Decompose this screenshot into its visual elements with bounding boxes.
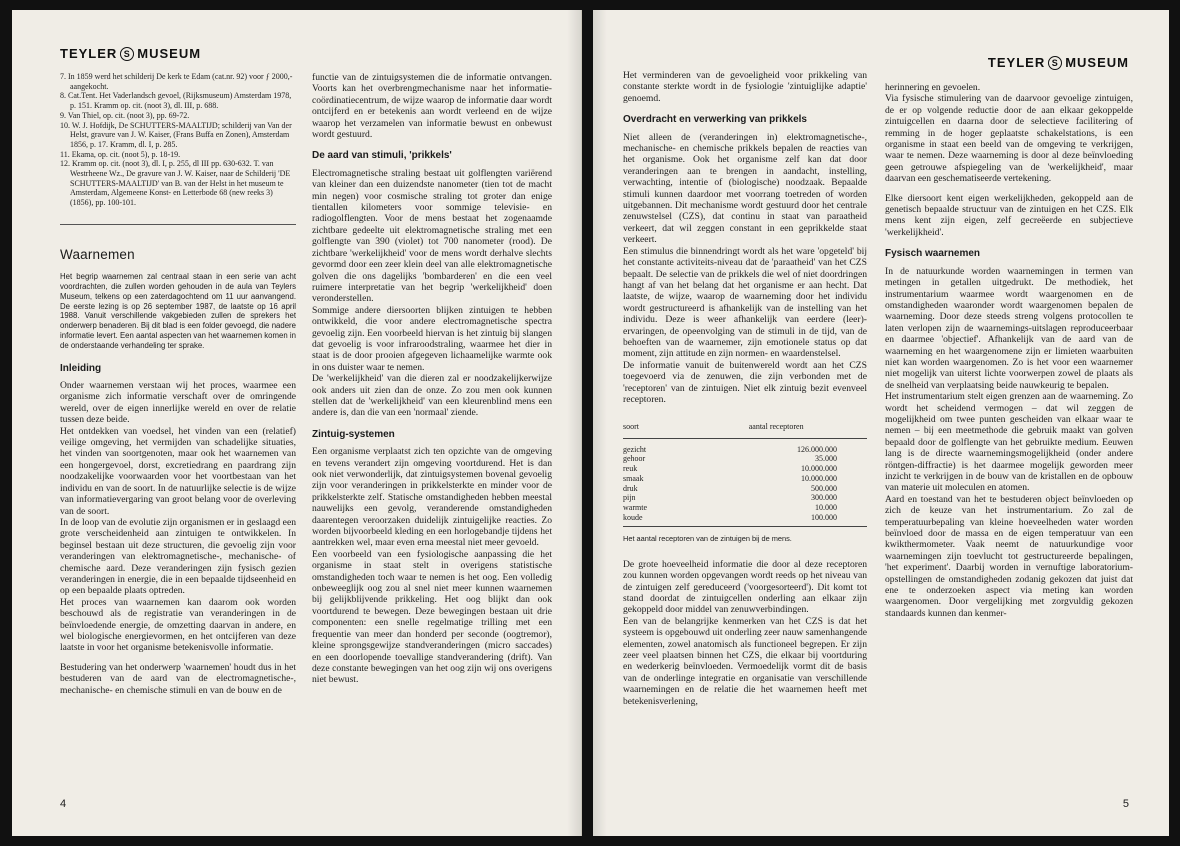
paragraph: De informatie vanuit de buitenwereld wordt aan het CZS toegevoerd via de zenuwen, die zijn verbonden met de 'receptoren' van de zintuigen. Niet elk zintuig bezit evenveel receptoren. bbox=[623, 359, 867, 405]
table-cell-count: 35.000 bbox=[815, 454, 837, 464]
table-cell-sense: gezicht bbox=[623, 444, 647, 454]
table-row bbox=[623, 503, 867, 513]
brand-right: MUSEUM bbox=[137, 46, 202, 61]
table-caption: Het aantal receptoren van de zintuigen bij de mens. bbox=[623, 534, 792, 544]
paragraph: In de loop van de evolutie zijn organismen er in geslaagd een grote verscheidenheid aan zintuigen te ontwikkelen. In beginsel bestaan uit deze structuren, die gevoelig zijn voor veranderingen van elektromagnetische-, mechanische- of chemische aard. Deze veranderingen zijn fysisch gezien veranderingen in energie, die in een bepaalde tijdseenheid en op een bepaalde plaats optreden. bbox=[60, 516, 296, 597]
right-column-1 bbox=[623, 70, 867, 707]
paragraph: Een stimulus die binnendringt wordt als het ware 'opgeteld' bij het constante activiteits-niveau dat de 'paraatheid' van het CZS bepaalt. De selectie van de prikkels die wel of niet doordringen hangt af van het belang dat het organisme er aan hecht. Dat laatste, de wijze, waarop de waarneming door het individu wordt gestructureerd is afhankelijk van de instelling van het individu. Deze is weer afhankelijk van eerdere (leer)-ervaringen, de opeenvolging van de stimuli in de tijd, van de behoeften van de waarnemer, zijn emotionele status op dat moment, zijn attitude en zijn normen- en waardenstelsel. bbox=[623, 245, 867, 360]
museum-header bbox=[988, 55, 1129, 70]
paragraph: Het instrumentarium stelt eigen grenzen aan de waarneming. Zo wordt het scheidend vermogen – dat wil zeggen de mogelijkheid om twee punten gescheiden van elkaar waar te nemen – bij een meetmethode die gebruik maakt van golven bepaald door de golflengte van het gebruikte medium. Eeuwen lang is de directe waarnemingsmogelijkheid (onder andere röntgen-diffractie) is het daarmee mogelijk geworden meer inzicht te verkrijgen in de bouw van de kristallen en de opbouw van materie uit moleculen en atomen. bbox=[885, 391, 1133, 494]
table-cell-count: 500.000 bbox=[811, 483, 837, 493]
subheading-overdracht: Overdracht en verwerking van prikkels bbox=[623, 114, 807, 126]
divider bbox=[60, 224, 296, 225]
subheading-zintuig: Zintuig-systemen bbox=[312, 428, 395, 440]
table-cell-sense: reuk bbox=[623, 464, 638, 474]
table-row bbox=[623, 474, 867, 484]
table-row bbox=[623, 438, 867, 454]
brand-right: MUSEUM bbox=[1065, 55, 1129, 70]
table-cell-count: 10.000.000 bbox=[801, 464, 837, 474]
footnote: 10. W. J. Hofdijk, De SCHUTTERS-MAALTIJD; schilderij van Van der Helst, gravure van J. W. Kaiser, (Frans Buffa en Zonen), Amsterdam 1856, p. 17. Kramm, dl. I, p. 285. bbox=[60, 120, 292, 149]
paragraph: Via fysische stimulering van de daarvoor gevoelige zintuigen, de er op volgende reductie door de aan elkaar gekoppelde zintuigcellen en daarna door de selectieve facilitering of remming in de hoger geplaatste schakelstations, is een organisme in staat een beeld van de omgeving te verkrijgen, waar te nemen. Deze waarneming is door al deze beïnvloeding geen getrouwe afspiegeling van de 'werkelijkheid', maar daarvan een geschematiseerde vertekening. bbox=[885, 93, 1133, 185]
table-cell-sense: pijn bbox=[623, 493, 636, 503]
left-column-2 bbox=[312, 72, 552, 686]
table-row bbox=[623, 464, 867, 474]
page-number: 5 bbox=[1122, 798, 1129, 810]
footnote: 9. Van Thiel, op. cit. (noot 3), pp. 69-72. bbox=[60, 110, 190, 120]
table-header-count: aantal receptoren bbox=[685, 419, 867, 438]
subheading-fysisch: Fysisch waarnemen bbox=[885, 248, 981, 260]
table-cell-count: 300.000 bbox=[811, 493, 837, 503]
subheading-prikkels: De aard van stimuli, 'prikkels' bbox=[312, 150, 452, 162]
table-cell-sense: gehoor bbox=[623, 454, 646, 464]
paragraph: Electromagnetische straling bestaat uit golflengten variërend van kleiner dan een duizendste nanometer (tien tot de macht min negen) voor cosmische straling tot groter dan enige tientallen kilometers voor sommige televisie- en radiogolflengten. Voor de mens bestaat het zogenaamde zichtbare gedeelte uit elektromagnetische straling met een golflengte van 390 (violet) tot 700 nanometer (rood). De zichtbare 'werkelijkheid' voor de mens wordt derhalve slechts gevormd door een zeer klein deel van alle elektromagnetische golven die ons dagelijks 'bombarderen' en die een veel ruimere interpretatie van het begrip 'werkelijkheid' doen veronderstellen. bbox=[312, 167, 552, 305]
spacer bbox=[885, 185, 1133, 193]
right-page bbox=[593, 10, 1169, 836]
gutter-shadow bbox=[567, 10, 581, 836]
brand-left: TEYLER bbox=[60, 46, 118, 61]
footnote: 11. Ekama, op. cit. (noot 5), p. 18-19. bbox=[60, 149, 181, 159]
paragraph: Het verminderen van de gevoeligheid voor prikkeling van constante sterkte wordt in de fysiologie 'zintuiglijke adaptie' genoemd. bbox=[623, 70, 867, 104]
table-row bbox=[623, 454, 867, 464]
left-page bbox=[12, 10, 582, 836]
museum-logo-icon: S bbox=[1048, 56, 1062, 70]
table-cell-sense: druk bbox=[623, 483, 638, 493]
table-cell-count: 10.000.000 bbox=[801, 473, 837, 483]
table-cell-count: 100.000 bbox=[685, 513, 867, 527]
paragraph: functie van de zintuigsystemen die de informatie ontvangen. Voorts kan het overbrengmechanisme naar het informatie-coördinatiecentrum, de wijze waarop de informatie daar wordt ontcijferd en er betekenis aan wordt verleend en de wijze waarop het verzamelen van informatie bewust en onbewust wordt gestuurd. bbox=[312, 72, 552, 141]
museum-header bbox=[60, 46, 201, 61]
table-cell-count: 10.000 bbox=[815, 503, 837, 512]
table-header-sense: soort bbox=[623, 419, 685, 438]
brand-left: TEYLER bbox=[987, 55, 1046, 70]
paragraph: Het proces van waarnemen kan daarom ook worden beschouwd als de registratie van veranderingen in de beïnvloedende energie, de omzetting daarvan in andere, en wel biologische energievormen, en het ontcijferen van deze laatste in voor het organisme betekenisvolle informatie. bbox=[60, 596, 296, 654]
paragraph: Het ontdekken van voedsel, het vinden van een (relatief) veilige omgeving, het vermijden van schadelijke situaties, het vinden van soortgenoten, maar ook het waarnemen van een hongergevoel, dorst, excretiedrang en paardrang zijn noodzakelijke voorwaarden voor het voortbestaan van het individu en van de soort. In de natuurlijke selectie is de wijze van informatievergaring van groot belang voor de overleving van de soort. bbox=[60, 425, 296, 517]
receptor-table bbox=[623, 419, 867, 527]
paragraph: Een van de belangrijke kenmerken van het CZS is dat het systeem is opgebouwd uit onderling zeer nauw samenhangende elementen, zowel anatomisch als functioneel begrepen. Er zijn zeer veel plaatsen binnen het CZS, die elkaar bij voortduring en wederkerig beïnvloeden. Vermoedelijk vormt dit de basis van de onderlinge integratie en organisatie van verschillende waarnemingen en de relatie die het waarnemen heeft met betekenisverlening, bbox=[623, 615, 867, 707]
left-column-1 bbox=[60, 72, 296, 696]
paragraph: Bestudering van het onderwerp 'waarnemen' houdt dus in het bestuderen van de aard van de electromagnetische-, mechanische- en chemische stimuli en van de bouw en de bbox=[60, 661, 296, 696]
paragraph: Onder waarnemen verstaan wij het proces, waarmee een organisme zich informatie verschaft over de omringende wereld, over de eigen innerlijke wereld en over de relatie tussen deze beide. bbox=[60, 380, 296, 426]
spacer bbox=[60, 654, 296, 662]
footnotes bbox=[60, 72, 296, 208]
intro-paragraph: Het begrip waarnemen zal centraal staan in een serie van acht voordrachten, die zullen worden gehouden in de aula van Teylers Museum, telkens op een zaterdagochtend om 11 uur aanvangend. De eerste lezing is op 26 september 1987, de laatste op 16 april 1988. Vanuit verschillende vakgebieden zullen de sprekers het onderwerp benaderen. Bij dit blad is een folder gevoegd, die nadere informatie levert. Een aantal aspecten van het waarnemen komen in de onderstaande verhandeling ter sprake. bbox=[60, 272, 296, 350]
paragraph: Elke diersoort kent eigen werkelijkheden, gekoppeld aan de genetisch bepaalde structuur van de zintuigen en het CZS. Elk mens kent zijn eigen, zelf gecreëerde en subjectieve 'werkelijkheid'. bbox=[885, 192, 1133, 238]
paragraph: Sommige andere diersoorten blijken zintuigen te hebben ontwikkeld, die voor andere electromagnetische spectra gevoelig zijn. Een voorbeeld hiervan is het zintuig bij slangen dat gevoelig is voor infraroodstraling, waarmee het dier in staat is de door prooien afgegeven lichaamelijke warmte ook in ons duister waar te nemen. bbox=[312, 304, 552, 373]
footnote: 12. Kramm op. cit. (noot 3), dl. I, p. 255, dl III pp. 630-632. T. van Westrheene Wz., De gravure van J. W. Kaiser, naar de Schilderij 'DE SCHUTTERS-MAALTIJD' van B. van der Helst in het museum te Amsterdam, Algemeene Konst- en Letterbode 68 (new reeks 3) (1856), pp. 100-101. bbox=[60, 159, 291, 208]
paragraph: Een voorbeeld van een fysiologische aanpassing die het organisme in staat stelt in overigens statistische omstandigheden toch waar te nemen is het oog. Een volledig onbeweeglijk oog zou al snel niet meer kunnen waarnemen bij gelijkblijvende prikkeling. Het oog blijkt dan ook voortdurend te bewegen. Deze bewegingen bestaan uit drie componenten: een snelle regelmatige trilling met een frequentie van meer dan honderd per seconde (oogtremor), kleine sprongsgewijze standveranderingen (micro saccades) en een doorlopende toevallige standverandering (drift). Van deze constante bewegingen van het oog zijn wij ons overigens niet bewust. bbox=[312, 548, 552, 686]
subheading-inleiding: Inleiding bbox=[60, 362, 102, 374]
footnote: 7. In 1859 werd het schilderij De kerk te Edam (cat.nr. 92) voor ƒ 2000,- aangekocht. bbox=[60, 72, 293, 91]
gutter-shadow bbox=[593, 10, 607, 836]
table-row bbox=[623, 484, 867, 494]
paragraph: De grote hoeveelheid informatie die door al deze receptoren zou kunnen worden opgevangen wordt reeds op het niveau van de zintuigen zelf gereduceerd ('voorgesorteerd'). Dit komt tot stand doordat de zintuigcellen onderling aan elkaar zijn gekoppeld door middel van zenuwverbindingen. bbox=[623, 558, 867, 616]
table-row bbox=[623, 493, 867, 503]
table-cell-count: 126.000.000 bbox=[797, 444, 837, 454]
table-row bbox=[623, 513, 867, 527]
section-title: Waarnemen bbox=[60, 246, 135, 262]
table-cell-sense: smaak bbox=[623, 473, 644, 483]
page-number: 4 bbox=[60, 798, 67, 810]
footnote: 8. Cat.Tent. Het Vaderlandsch gevoel, (Rijksmuseum) Amsterdam 1978, p. 151. Kramm op. cit. (noot 3), dl. III, p. 688. bbox=[60, 91, 292, 111]
table-cell-sense: koude bbox=[623, 513, 685, 527]
museum-logo-icon: S bbox=[120, 47, 134, 61]
paragraph: In de natuurkunde worden waarnemingen in termen van metingen in getallen uitgedrukt. De methodiek, het instrumentarium waarmee wordt waargenomen en de omstandigheden waaronder wordt waargenomen bepalen de waarneming. Door deze steeds streng volgens protocollen te laten verlopen zijn de waarnemings-uitslagen reproduceerbaar en daarmee 'objectief'. Afhankelijk van de aard van de waarneming en het waargenomene zijn er limieten waarbuiten niet kan worden waargenomen. Zo is het voor een waarnemer niet mogelijk van uiterst lichte voorwerpen zowel de plaats als de snelheid van verplaatsing beide nauwkeurig te bepalen. bbox=[885, 265, 1133, 391]
paragraph: Niet alleen de (veranderingen in) elektromagnetische-, mechanische- en chemische prikkels bepalen de reacties van het organisme. Ook het organisme zelf kan dat door veranderingen aan te brengen in aandacht, instelling, verwachting, intentie of (biologische) noodzaak. Bepaalde stimuli kunnen daardoor met voorrang toetreden of worden uitgebannen. Dit mechanisme wordt gestuurd door het centrale zenuwstelsel (CZS), dat continu in staat van paraatheid verkeert, dat wil zeggen constant in een geprikkelde staat verkeert. bbox=[623, 131, 867, 246]
paragraph: Een organisme verplaatst zich ten opzichte van de omgeving en tevens verandert zijn omgeving voortdurend. Het is dan ook niet verwonderlijk, dat zintuigsystemen bovenal gevoelig zijn voor veranderingen in prikkelsterkte en minder voor de prikkelsterkte zelf. Statische omstandigheden hebben meestal nauwelijks een gevolg, veranderende omstandigheden daarentegen veroorzaken duidelijk zintuigelijke reacties. Zo worden bijvoorbeeld kleding en een horlogebandje tijdens het aantrekken wel, maar even erna meestal niet meer gevoeld. bbox=[312, 446, 552, 549]
paragraph: De 'werkelijkheid' van die dieren zal er noodzakelijkerwijze ook anders uit zien dan de onze. Zo zou men ook kunnen stellen dat de 'werkelijkheid' van een kleurenblind mens een andere is, dan die van een 'normaal' ziende. bbox=[312, 373, 552, 419]
paragraph: Aard en toestand van het te bestuderen object beïnvloeden op zich de keuze van het instrumentarium. Zo zal de temperatuurbepaling van kleine hoeveelheden water worden beïnvloed door de massa en de eigen temperatuur van een kwikthermometer. Vaak neemt de natuurkundige voor waarnemingen zijn toevlucht tot gestructureerde bepalingen, 'het experiment'. Daarbij worden in vernuftige laboratorium-opstellingen de omstandigheden zodanig gekozen dat juist dat ene te onderzoeken aspect via meting kan worden waargenomen. Door vergelijking met zorgvuldig gekozen standaards kunnen dan kenmer- bbox=[885, 493, 1133, 619]
paragraph: herinnering en gevoelen. bbox=[885, 82, 981, 93]
right-column-2 bbox=[885, 82, 1133, 619]
table-cell-sense: warmte bbox=[623, 503, 647, 512]
